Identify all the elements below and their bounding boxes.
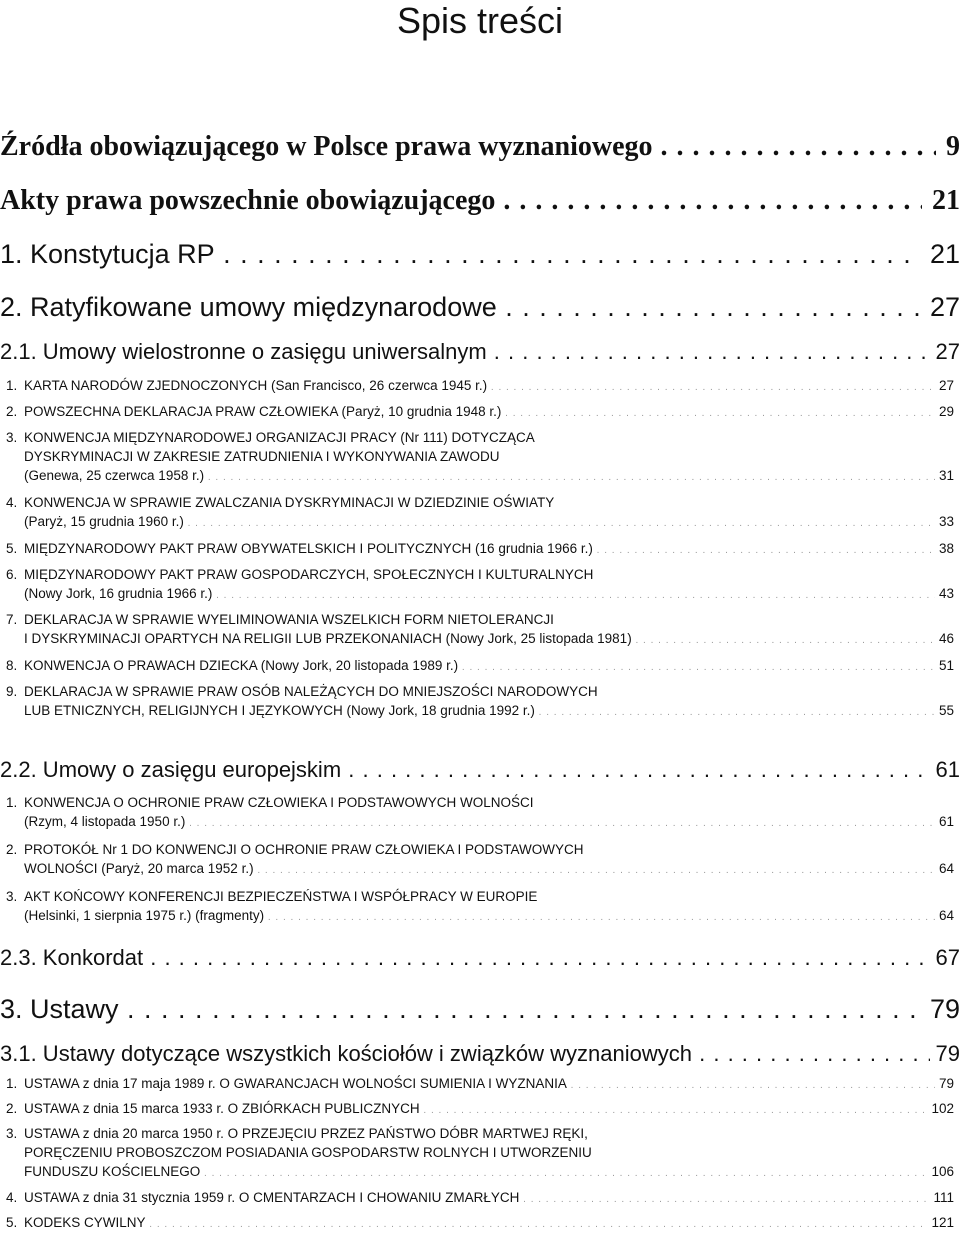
- toc-entry-page: 21: [929, 239, 960, 269]
- toc-item-page: 38: [938, 540, 954, 556]
- toc-item-line: USTAWA z dnia 20 marca 1950 r. O PRZEJĘCIU PRZEZ PAŃSTWO DÓBR MARTWEJ RĘKI,: [24, 1126, 588, 1141]
- toc-item-body: [24, 539, 954, 558]
- toc-item-page: 121: [931, 1215, 954, 1230]
- toc-entry-page: 21: [932, 185, 960, 216]
- toc-item-line: DYSKRYMINACJI W ZAKRESIE ZATRUDNIENIA I WYKONYWANIA ZAWODU: [24, 449, 500, 464]
- toc-item-number: 4.: [6, 495, 18, 510]
- toc-item-line: POWSZECHNA DEKLARACJA PRAW CZŁOWIEKA (Paryż, 10 grudnia 1948 r.) . . .: [24, 402, 935, 421]
- toc-item-line: (Nowy Jork, 16 grudnia 1966 r.) . . .: [24, 584, 935, 603]
- toc-item-page: 106: [931, 1164, 954, 1179]
- toc-item-body: [24, 840, 954, 878]
- toc-item-number: 6.: [6, 566, 18, 582]
- toc-item-page: 31: [938, 468, 954, 483]
- toc-item-page: 29: [938, 404, 954, 419]
- toc-item-body: [24, 376, 954, 395]
- toc-entry-sources[interactable]: [0, 130, 960, 164]
- toc-item-body: [24, 1074, 954, 1093]
- toc-item-line: (Helsinki, 1 sierpnia 1975 r.) (fragmenty) . . .: [24, 906, 935, 925]
- toc-item-body: [24, 1099, 954, 1118]
- toc-entry-page: 79: [935, 1041, 960, 1066]
- toc-item-page: 55: [938, 702, 954, 718]
- toc-entry-statutes-all-churches[interactable]: [0, 1040, 960, 1068]
- toc-item-number: 2.: [6, 1101, 18, 1116]
- toc-item-line: KODEKS CYWILNY . . .: [24, 1213, 927, 1232]
- toc-item-line: AKT KOŃCOWY KONFERENCJI BEZPIECZEŃSTWA I WSPÓŁPRACY W EUROPIE: [24, 889, 538, 904]
- toc-entry-page: 9: [946, 131, 960, 162]
- toc-item-number: 5.: [6, 540, 18, 556]
- toc-item-body: [24, 656, 954, 675]
- toc-item-number: 1.: [6, 795, 18, 810]
- toc-item-line: KARTA NARODÓW ZJEDNOCZONYCH (San Francisco, 26 czerwca 1945 r.) . . .: [24, 376, 935, 395]
- toc-entry-label: 2. Ratyfikowane umowy międzynarodowe . . .: [0, 290, 922, 324]
- toc-item-body: [24, 1188, 954, 1207]
- toc-item-line: (Paryż, 15 grudnia 1960 r.) . . .: [24, 512, 935, 531]
- toc-entry-constitution[interactable]: [0, 237, 960, 271]
- toc-item-line: I DYSKRYMINACJI OPARTYCH NA RELIGII LUB PRZEKONANIACH (Nowy Jork, 25 listopada 1981) . . .: [24, 629, 935, 648]
- toc-entry-label: 3.1. Ustawy dotyczące wszystkich kościołów i związków wyznaniowych . . .: [0, 1040, 930, 1068]
- toc-item-line: PROTOKÓŁ Nr 1 DO KONWENCJI O OCHRONIE PRAW CZŁOWIEKA I PODSTAWOWYCH: [24, 842, 584, 857]
- toc-item-body: [24, 1213, 954, 1232]
- toc-item-number: 4.: [6, 1190, 18, 1205]
- page-title: Spis treści: [396, 0, 564, 41]
- toc-item-page: 79: [938, 1076, 954, 1091]
- toc-entry-label: Akty prawa powszechnie obowiązującego . . .: [0, 184, 922, 218]
- toc-item-line: USTAWA z dnia 17 maja 1989 r. O GWARANCJACH WOLNOŚCI SUMIENIA I WYZNANIA . . .: [24, 1074, 935, 1093]
- toc-item-line: USTAWA z dnia 31 stycznia 1959 r. O CMENTARZACH I CHOWANIU ZMARŁYCH . . .: [24, 1188, 929, 1207]
- toc-item-number: 1.: [6, 1076, 18, 1091]
- toc-item-number: 7.: [6, 612, 18, 627]
- toc-item-page: 33: [938, 514, 954, 529]
- toc-item-body: [24, 793, 954, 831]
- toc-item-body: [24, 682, 954, 720]
- toc-entry-page: 61: [935, 757, 960, 782]
- toc-item-number: 9.: [6, 683, 18, 699]
- toc-item-number: 3.: [6, 430, 18, 445]
- toc-item-line: KONWENCJA O OCHRONIE PRAW CZŁOWIEKA I PODSTAWOWYCH WOLNOŚCI: [24, 795, 534, 810]
- toc-entry-european[interactable]: [0, 756, 960, 784]
- toc-item-line: DEKLARACJA W SPRAWIE WYELIMINOWANIA WSZELKICH FORM NIETOLERANCJI: [24, 612, 554, 627]
- toc-item-body: [24, 1124, 954, 1181]
- toc-entry-page: 79: [929, 994, 960, 1024]
- toc-item-line: MIĘDZYNARODOWY PAKT PRAW GOSPODARCZYCH, SPOŁECZNYCH I KULTURALNYCH: [24, 566, 594, 582]
- toc-item-page: 27: [938, 378, 954, 393]
- toc-entry-label: 2.1. Umowy wielostronne o zasięgu uniwersalnym . . .: [0, 338, 930, 366]
- toc-entry-page: 27: [929, 292, 960, 322]
- toc-item-body: [24, 428, 954, 485]
- toc-entry-label: 3. Ustawy . . .: [0, 992, 922, 1026]
- toc-item-number: 8.: [6, 657, 18, 673]
- toc-item-page: 102: [931, 1101, 954, 1116]
- toc-item-number: 2.: [6, 404, 18, 419]
- toc-entry-label: 2.3. Konkordat . . .: [0, 944, 930, 972]
- toc-item-line: MIĘDZYNARODOWY PAKT PRAW OBYWATELSKICH I POLITYCZNYCH (16 grudnia 1966 r.) . . .: [24, 539, 935, 558]
- toc-item-page: 64: [938, 908, 954, 923]
- toc-item-number: 2.: [6, 842, 18, 857]
- toc-entry-acts[interactable]: [0, 184, 960, 218]
- toc-entry-concordat[interactable]: [0, 944, 960, 972]
- toc-entry-label: 2.2. Umowy o zasięgu europejskim . . .: [0, 756, 930, 784]
- toc-item-number: 5.: [6, 1215, 18, 1230]
- toc-entry-label: Źródła obowiązującego w Polsce prawa wyznaniowego . . .: [0, 130, 936, 164]
- toc-item-page: 51: [938, 657, 954, 673]
- toc-item-page: 111: [933, 1190, 954, 1205]
- toc-item-line: DEKLARACJA W SPRAWIE PRAW OSÓB NALEŻĄCYCH DO MNIEJSZOŚCI NARODOWYCH: [24, 683, 598, 699]
- toc-item-line: KONWENCJA W SPRAWIE ZWALCZANIA DYSKRYMINACJI W DZIEDZINIE OŚWIATY: [24, 495, 555, 510]
- toc-item-body: [24, 565, 954, 603]
- toc-item-number: 1.: [6, 378, 18, 393]
- toc-item-body: [24, 887, 954, 925]
- toc-item-line: KONWENCJA MIĘDZYNARODOWEJ ORGANIZACJI PRACY (Nr 111) DOTYCZĄCA: [24, 430, 535, 445]
- toc-item-page: 43: [938, 585, 954, 601]
- toc-item-line: WOLNOŚCI (Paryż, 20 marca 1952 r.) . . .: [24, 859, 935, 878]
- toc-item-number: 3.: [6, 889, 18, 904]
- toc-item-page: 46: [938, 631, 954, 646]
- toc-entry-label: 1. Konstytucja RP . . .: [0, 237, 922, 271]
- toc-item-page: 61: [938, 814, 954, 829]
- toc-item-line: (Rzym, 4 listopada 1950 r.) . . .: [24, 812, 935, 831]
- toc-item-page: 64: [938, 861, 954, 876]
- toc-item-number: 3.: [6, 1126, 18, 1141]
- toc-entry-statutes[interactable]: [0, 992, 960, 1026]
- toc-item-body: [24, 493, 954, 531]
- toc-item-line: USTAWA z dnia 15 marca 1933 r. O ZBIÓRKACH PUBLICZNYCH . . .: [24, 1099, 927, 1118]
- toc-entry-page: 67: [935, 945, 960, 970]
- toc-item-line: LUB ETNICZNYCH, RELIGIJNYCH I JĘZYKOWYCH (Nowy Jork, 18 grudnia 1992 r.) . . .: [24, 701, 935, 720]
- toc-item-line: FUNDUSZU KOŚCIELNEGO . . .: [24, 1162, 927, 1181]
- toc-entry-international-agreements[interactable]: [0, 290, 960, 324]
- toc-entry-universal[interactable]: [0, 338, 960, 366]
- toc-item-line: (Genewa, 25 czerwca 1958 r.) . . .: [24, 466, 935, 485]
- toc-item-line: KONWENCJA O PRAWACH DZIECKA (Nowy Jork, 20 listopada 1989 r.) . . .: [24, 656, 935, 675]
- toc-item-line: PORĘCZENIU PROBOSZCZOM POSIADANIA GOSPODARSTW ROLNYCH I UTWORZENIU: [24, 1145, 592, 1160]
- toc-entry-page: 27: [935, 339, 960, 364]
- toc-item-body: [24, 610, 954, 648]
- toc-item-body: [24, 402, 954, 421]
